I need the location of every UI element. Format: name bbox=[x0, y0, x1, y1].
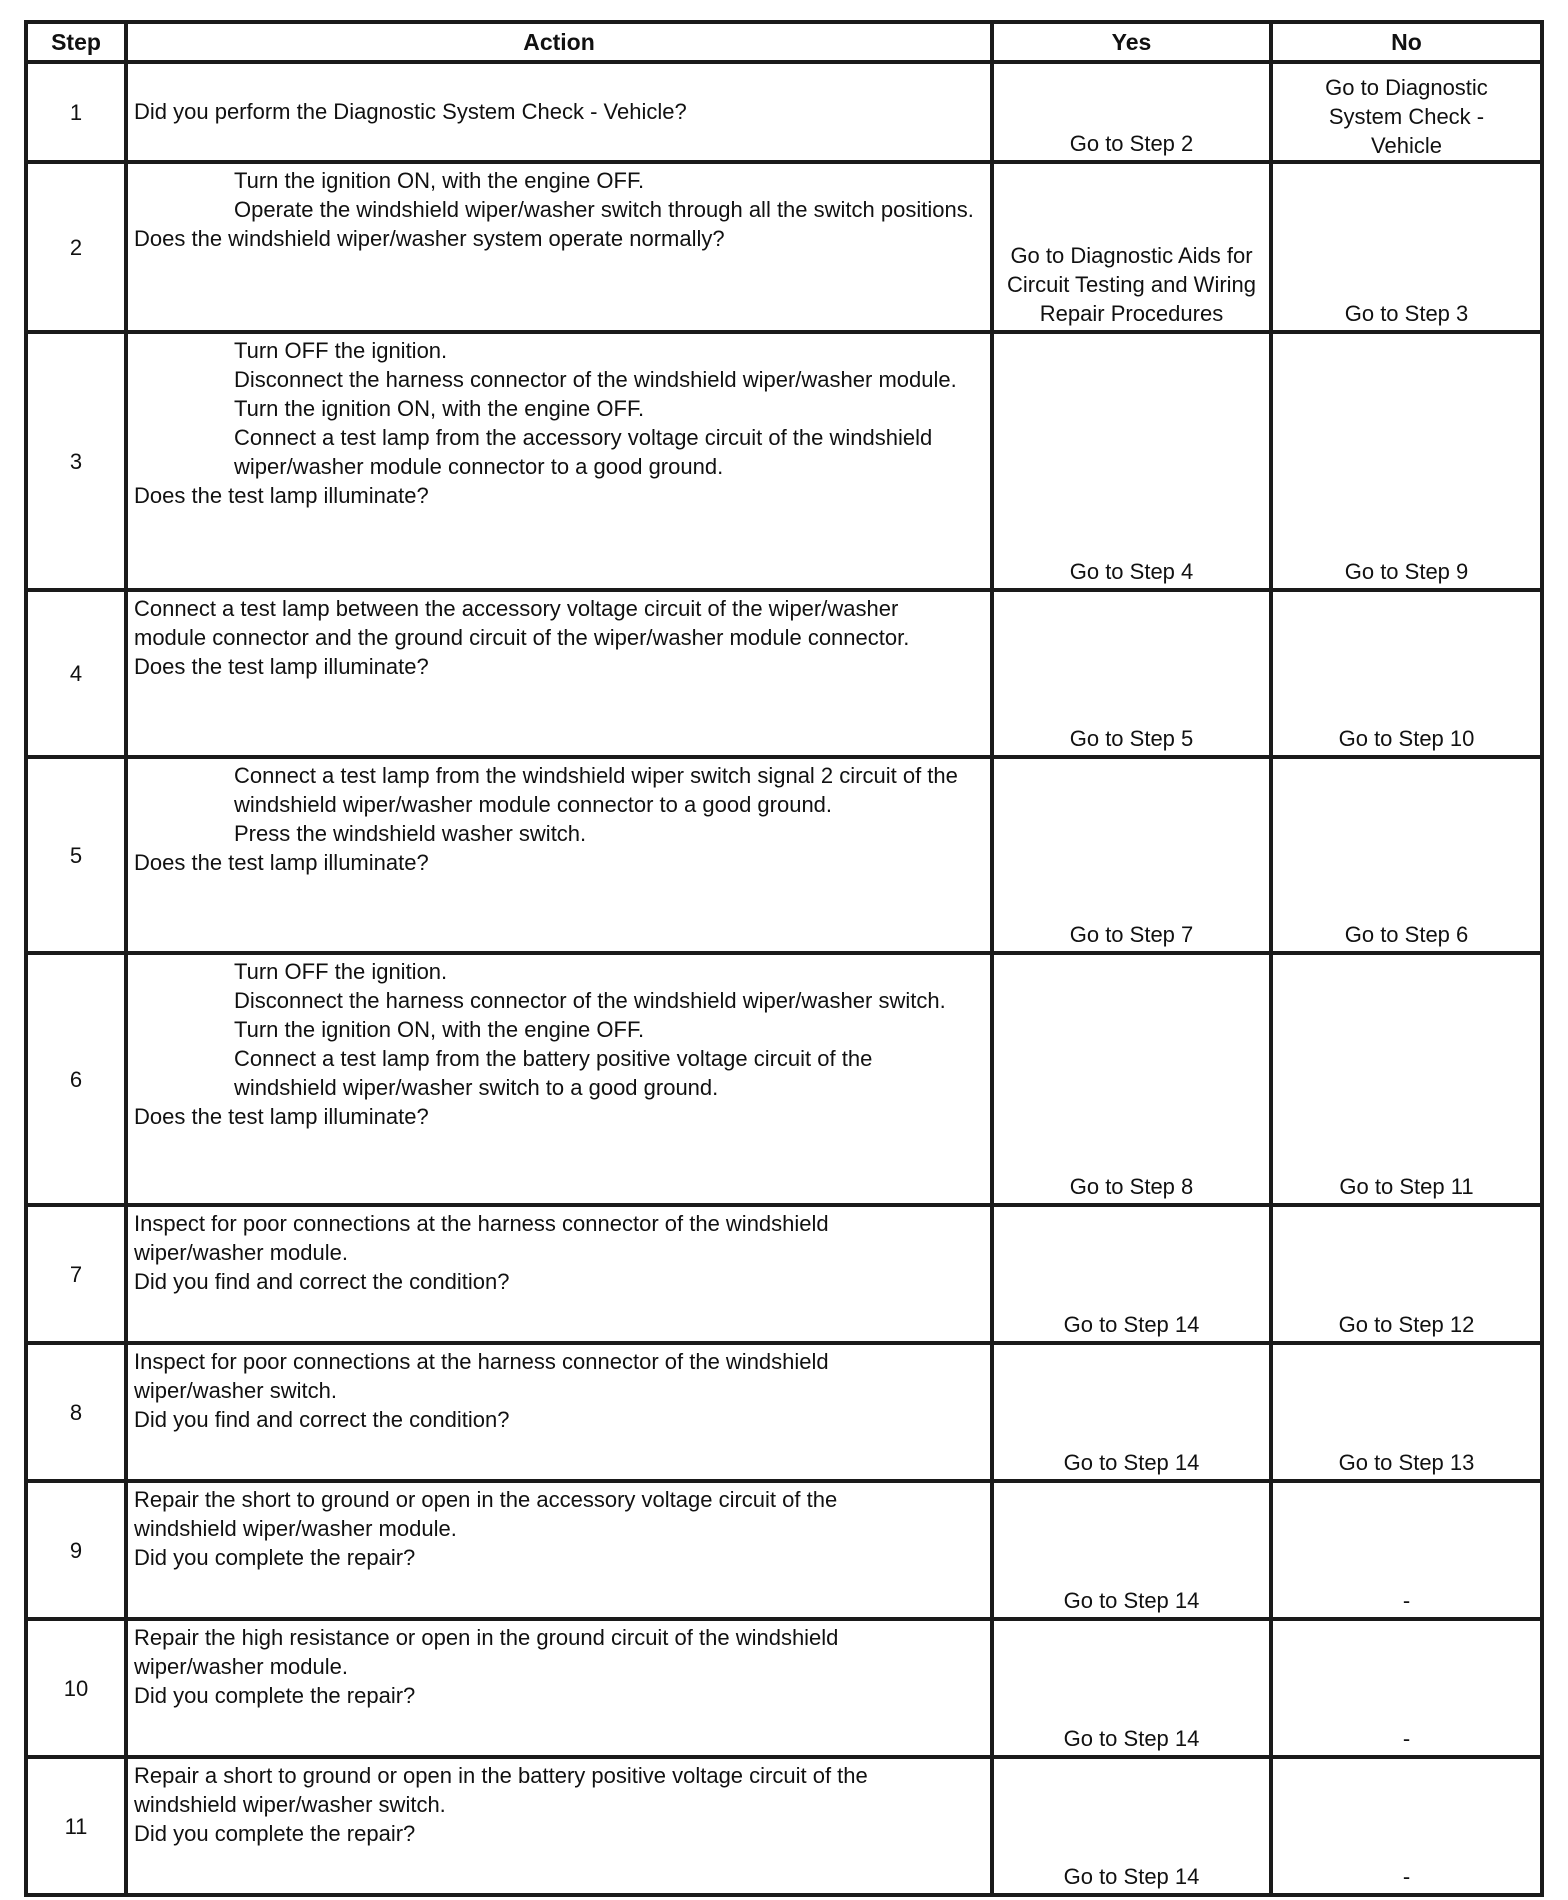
action-cell bbox=[126, 590, 992, 757]
yes-cell: Go to Step 7 bbox=[992, 757, 1271, 953]
header-step: Step bbox=[26, 22, 126, 62]
no-cell: Go to Step 6 bbox=[1271, 757, 1542, 953]
action-question: Does the windshield wiper/washer system operate normally? bbox=[134, 226, 725, 251]
action-question: Does the test lamp illuminate? bbox=[134, 483, 429, 508]
action-cell bbox=[126, 1757, 992, 1895]
yes-cell: Go to Step 5 bbox=[992, 590, 1271, 757]
step-number: 1 bbox=[26, 62, 126, 162]
header-yes: Yes bbox=[992, 22, 1271, 62]
step-number: 10 bbox=[26, 1619, 126, 1757]
action-cell bbox=[126, 1343, 992, 1481]
action-line: Connect a test lamp between the accessory voltage circuit of the wiper/washer module connector and the ground circuit of the wiper/washer module connector. bbox=[134, 596, 910, 650]
action-question: Does the test lamp illuminate? bbox=[134, 1104, 429, 1129]
no-cell: - bbox=[1271, 1619, 1542, 1757]
table-row bbox=[26, 1343, 1542, 1481]
step-number: 4 bbox=[26, 590, 126, 757]
action-line: Disconnect the harness connector of the windshield wiper/washer module. bbox=[234, 367, 957, 392]
table-row bbox=[26, 1757, 1542, 1895]
yes-cell: Go to Step 14 bbox=[992, 1619, 1271, 1757]
action-question: Did you complete the repair? bbox=[134, 1821, 416, 1846]
header-row bbox=[26, 22, 1542, 62]
step-number: 9 bbox=[26, 1481, 126, 1619]
header-action: Action bbox=[126, 22, 992, 62]
action-line: Operate the windshield wiper/washer switch through all the switch positions. bbox=[234, 197, 974, 222]
step-number: 11 bbox=[26, 1757, 126, 1895]
action-question: Did you complete the repair? bbox=[134, 1683, 416, 1708]
step-number: 8 bbox=[26, 1343, 126, 1481]
no-cell: Go to Step 10 bbox=[1271, 590, 1542, 757]
no-cell: Go to Step 9 bbox=[1271, 332, 1542, 590]
no-cell: Go to Diagnostic System Check - Vehicle bbox=[1271, 62, 1542, 162]
table-row bbox=[26, 332, 1542, 590]
yes-cell: Go to Step 14 bbox=[992, 1481, 1271, 1619]
action-line: Repair a short to ground or open in the battery positive voltage circuit of the windshield wiper/washer switch. bbox=[134, 1763, 868, 1817]
action-line: Connect a test lamp from the accessory voltage circuit of the windshield wiper/washer module connector to a good ground. bbox=[234, 425, 933, 479]
action-cell bbox=[126, 1481, 992, 1619]
action-cell bbox=[126, 62, 992, 162]
action-cell bbox=[126, 1205, 992, 1343]
step-number: 2 bbox=[26, 162, 126, 332]
action-line: Connect a test lamp from the windshield wiper switch signal 2 circuit of the windshield wiper/washer module connector to a good ground. bbox=[234, 763, 958, 817]
action-question: Did you find and correct the condition? bbox=[134, 1269, 510, 1294]
no-cell: - bbox=[1271, 1757, 1542, 1895]
yes-cell: Go to Step 4 bbox=[992, 332, 1271, 590]
step-number: 7 bbox=[26, 1205, 126, 1343]
no-cell: Go to Step 13 bbox=[1271, 1343, 1542, 1481]
action-cell bbox=[126, 757, 992, 953]
action-line: Turn the ignition ON, with the engine OFF. bbox=[234, 396, 645, 421]
action-line: Inspect for poor connections at the harness connector of the windshield wiper/washer module. bbox=[134, 1211, 829, 1265]
table-row bbox=[26, 757, 1542, 953]
action-cell bbox=[126, 1619, 992, 1757]
action-line: Turn OFF the ignition. bbox=[234, 959, 448, 984]
no-cell: - bbox=[1271, 1481, 1542, 1619]
table-row bbox=[26, 62, 1542, 162]
action-question: Did you complete the repair? bbox=[134, 1545, 416, 1570]
action-cell bbox=[126, 953, 992, 1205]
step-number: 3 bbox=[26, 332, 126, 590]
action-line: Disconnect the harness connector of the windshield wiper/washer switch. bbox=[234, 988, 946, 1013]
diagnostic-table bbox=[24, 20, 1544, 1897]
action-line: Connect a test lamp from the battery positive voltage circuit of the windshield wiper/washer switch to a good ground. bbox=[234, 1046, 873, 1100]
step-number: 6 bbox=[26, 953, 126, 1205]
action-line: Repair the high resistance or open in the ground circuit of the windshield wiper/washer module. bbox=[134, 1625, 839, 1679]
no-cell: Go to Step 3 bbox=[1271, 162, 1542, 332]
step-number: 5 bbox=[26, 757, 126, 953]
action-line: Repair the short to ground or open in the accessory voltage circuit of the windshield wiper/washer module. bbox=[134, 1487, 838, 1541]
action-line: Turn OFF the ignition. bbox=[234, 338, 448, 363]
action-question: Does the test lamp illuminate? bbox=[134, 850, 429, 875]
table-row bbox=[26, 1481, 1542, 1619]
table-row bbox=[26, 590, 1542, 757]
table-row bbox=[26, 953, 1542, 1205]
action-line: Turn the ignition ON, with the engine OFF. bbox=[234, 1017, 645, 1042]
no-cell: Go to Step 11 bbox=[1271, 953, 1542, 1205]
header-no: No bbox=[1271, 22, 1542, 62]
yes-cell: Go to Step 2 bbox=[992, 62, 1271, 162]
yes-cell: Go to Step 8 bbox=[992, 953, 1271, 1205]
action-line: Inspect for poor connections at the harness connector of the windshield wiper/washer switch. bbox=[134, 1349, 829, 1403]
table-row bbox=[26, 1619, 1542, 1757]
action-question: Did you perform the Diagnostic System Check - Vehicle? bbox=[134, 98, 687, 124]
yes-cell: Go to Step 14 bbox=[992, 1205, 1271, 1343]
table-row bbox=[26, 162, 1542, 332]
action-question: Did you find and correct the condition? bbox=[134, 1407, 510, 1432]
yes-cell: Go to Step 14 bbox=[992, 1343, 1271, 1481]
action-cell bbox=[126, 162, 992, 332]
yes-cell: Go to Step 14 bbox=[992, 1757, 1271, 1895]
action-question: Does the test lamp illuminate? bbox=[134, 654, 429, 679]
yes-cell: Go to Diagnostic Aids for Circuit Testing and Wiring Repair Procedures bbox=[992, 162, 1271, 332]
action-line: Press the windshield washer switch. bbox=[234, 821, 587, 846]
action-cell bbox=[126, 332, 992, 590]
table-row bbox=[26, 1205, 1542, 1343]
action-line: Turn the ignition ON, with the engine OFF. bbox=[234, 168, 645, 193]
no-cell: Go to Step 12 bbox=[1271, 1205, 1542, 1343]
